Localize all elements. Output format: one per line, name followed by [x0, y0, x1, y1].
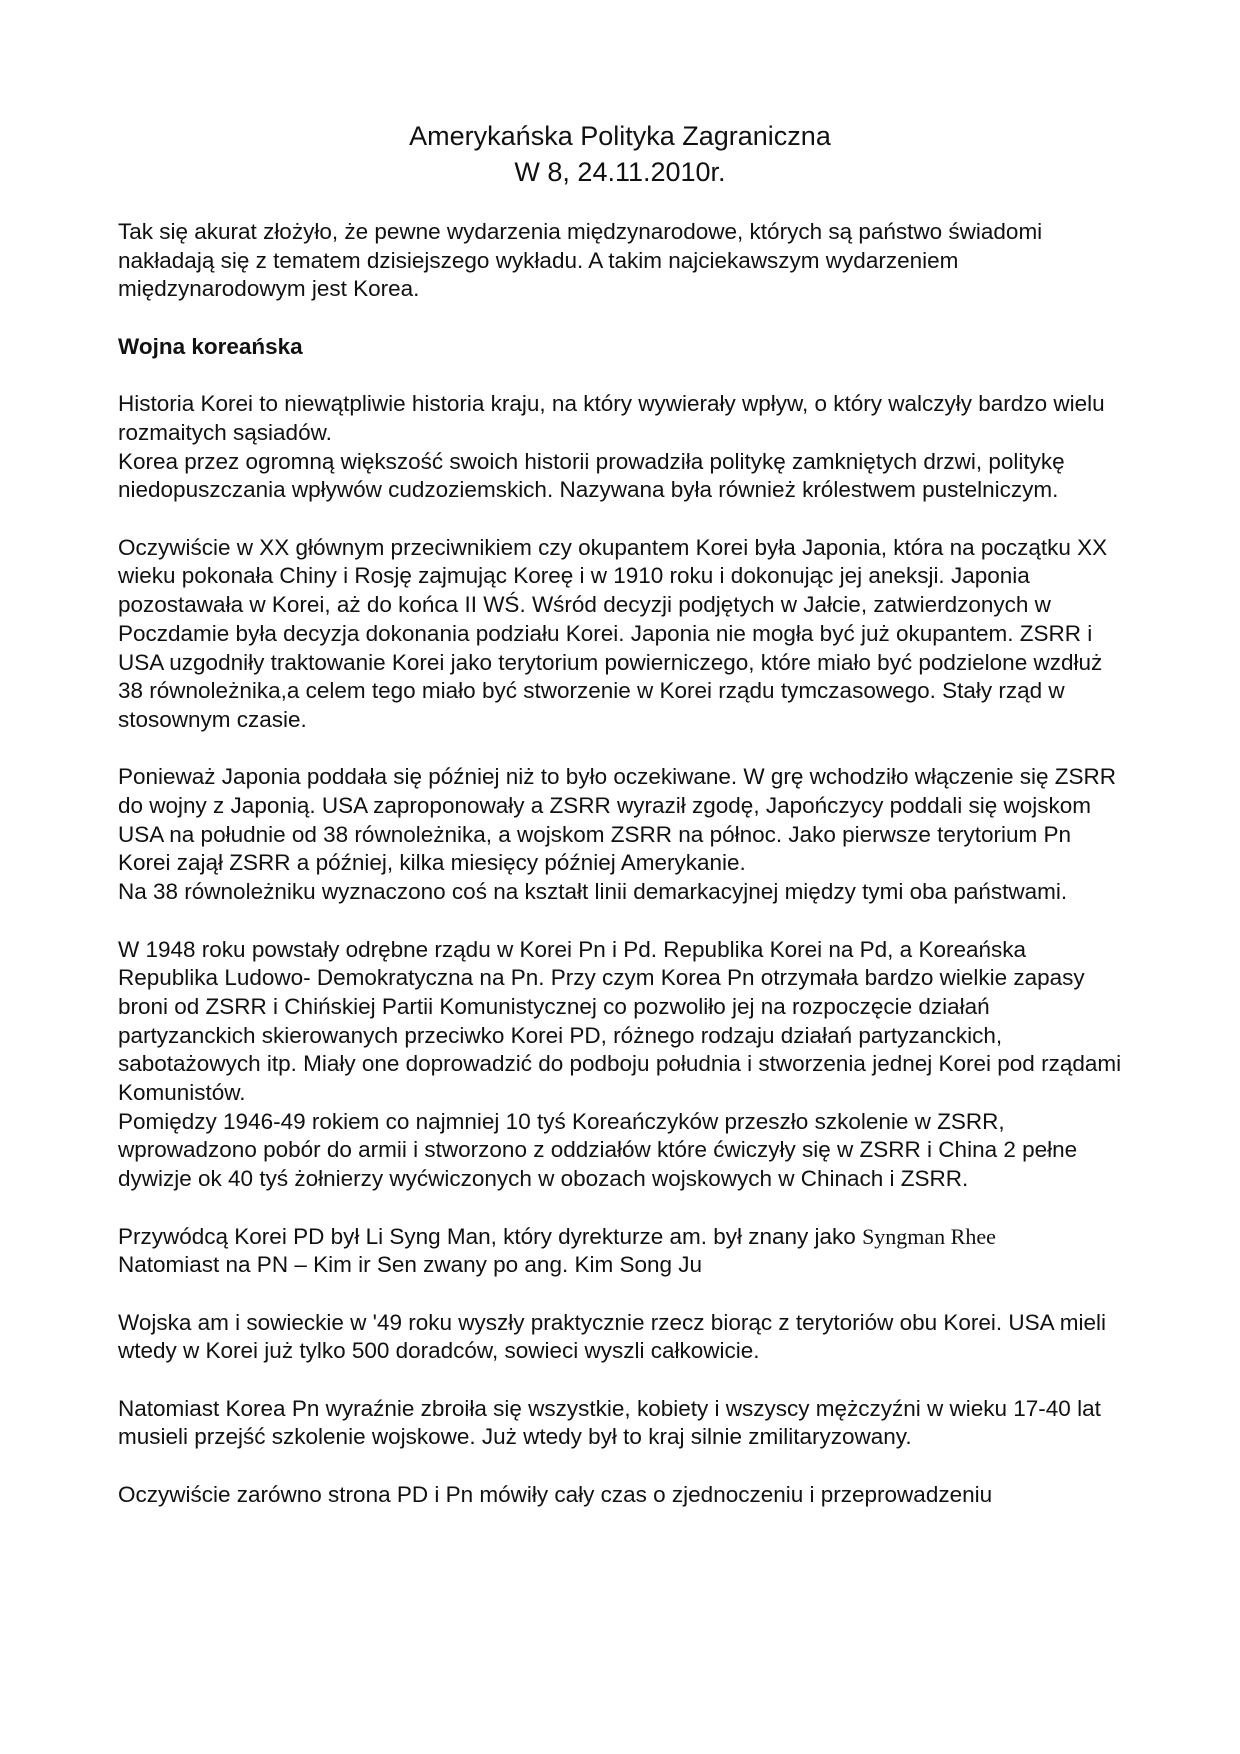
paragraph-leader-south	[118, 1223, 1128, 1252]
paragraph-militarization: Natomiast Korea Pn wyraźnie zbroiła się wszystkie, kobiety i wszyscy mężczyźni w wieku 17-40 lat musieli przejść szkolenie wojskowe. Już wtedy był to kraj silnie zmilitaryzowany.	[118, 1395, 1101, 1450]
intro-paragraph: Tak się akurat złożyło, że pewne wydarzenia międzynarodowe, których są państwo świadomi nakładają się z tematem dzisiejszego wykładu. A takim najciekawszym wydarzeniem międzynarodowym jest Korea.	[118, 219, 1043, 302]
paragraph-history: Historia Korei to niewątpliwie historia kraju, na który wywierały wpływ, o który walczyły bardzo wielu rozmaitych sąsiadów.	[118, 391, 1105, 445]
title-block	[0, 118, 1240, 190]
paragraph-unification: Oczywiście zarówno strona PD i Pn mówiły cały czas o zjednoczeniu i przeprowadzeniu	[118, 1481, 993, 1507]
document-body	[118, 218, 1128, 1538]
paragraph-closed-doors: Korea przez ogromną większość swoich historii prowadziła politykę zamkniętych drzwi, politykę niedopuszczania wpływów cudzoziemskich. Nazywana była również królestwem pustelniczym.	[118, 448, 1065, 503]
paragraph-1948: W 1948 roku powstały odrębne rządu w Korei Pn i Pd. Republika Korei na Pd, a Koreańska Republika Ludowo- Demokratyczna na Pn. Przy czym Korea Pn otrzymała bardzo wielkie zapasy broni od ZSRR i Chińskiej Partii Komunistycznej co pozwoliło jej na rozpoczęcie działań partyzanckich skierowanych przeciwko Korei PD, różnego rodzaju działań partyzanckich, sabotażowych itp. Miały one doprowadzić do podboju południa i stworzenia jednej Korei pod rządami Komunistów.	[118, 936, 1122, 1106]
paragraph-demarcation: Na 38 równoleżniku wyznaczono coś na kształt linii demarkacyjnej między tymi oba państwami.	[118, 879, 1068, 905]
leader-south-name: Syngman Rhee	[862, 1223, 996, 1249]
paragraph-training: Pomiędzy 1946-49 rokiem co najmniej 10 tyś Koreańczyków przeszło szkolenie w ZSRR, wprowadzono pobór do armii i stworzono z oddziałów które ćwiczyły się w ZSRR i China 2 pełne dywizje ok 40 tyś żołnierzy wyćwiczonych w obozach wojskowych w Chinach i ZSRR.	[118, 1108, 1078, 1192]
paragraph-surrender: Ponieważ Japonia poddała się później niż to było oczekiwane. W grę wchodziło włączenie się ZSRR do wojny z Japonią. USA zaproponowały a ZSRR wyraził zgodę, Japończycy poddali się wojskom USA na południe od 38 równoleżnika, a wojskom ZSRR na północ. Jako pierwsze terytorium Pn Korei zajął ZSRR a później, kilka miesięcy później Amerykanie.	[118, 764, 1117, 876]
document-title: Amerykańska Polityka Zagraniczna	[409, 121, 831, 151]
paragraph-leader-north: Natomiast na PN – Kim ir Sen zwany po ang. Kim Song Ju	[118, 1252, 703, 1278]
leader-south-text: Przywódcą Korei PD był Li Syng Man, który dyrekturze am. był znany jako	[118, 1223, 863, 1249]
paragraph-japan: Oczywiście w XX głównym przeciwnikiem czy okupantem Korei była Japonia, która na początku XX wieku pokonała Chiny i Rosję zajmując Koreę i w 1910 roku i dokonując jej aneksji. Japonia pozostawała w Korei, aż do końca II WŚ. Wśród decyzji podjętych w Jałcie, zatwierdzonych w Poczdamie była decyzja dokonania podziału Korei. Japonia nie mogła być już okupantem. ZSRR i USA uzgodniły traktowanie Korei jako terytorium powierniczego, które miało być podzielone wzdłuż 38 równoleżnika,a celem tego miało być stworzenie w Korei rządu tymczasowego. Stały rząd w stosownym czasie.	[118, 534, 1108, 732]
paragraph-withdrawal: Wojska am i sowieckie w '49 roku wyszły praktycznie rzecz biorąc z terytoriów obu Korei. USA mieli wtedy w Korei już tylko 500 doradców, sowieci wyszli całkowicie.	[118, 1309, 1106, 1364]
section-heading: Wojna koreańska	[118, 333, 303, 359]
document-subtitle: W 8, 24.11.2010r.	[514, 157, 726, 187]
